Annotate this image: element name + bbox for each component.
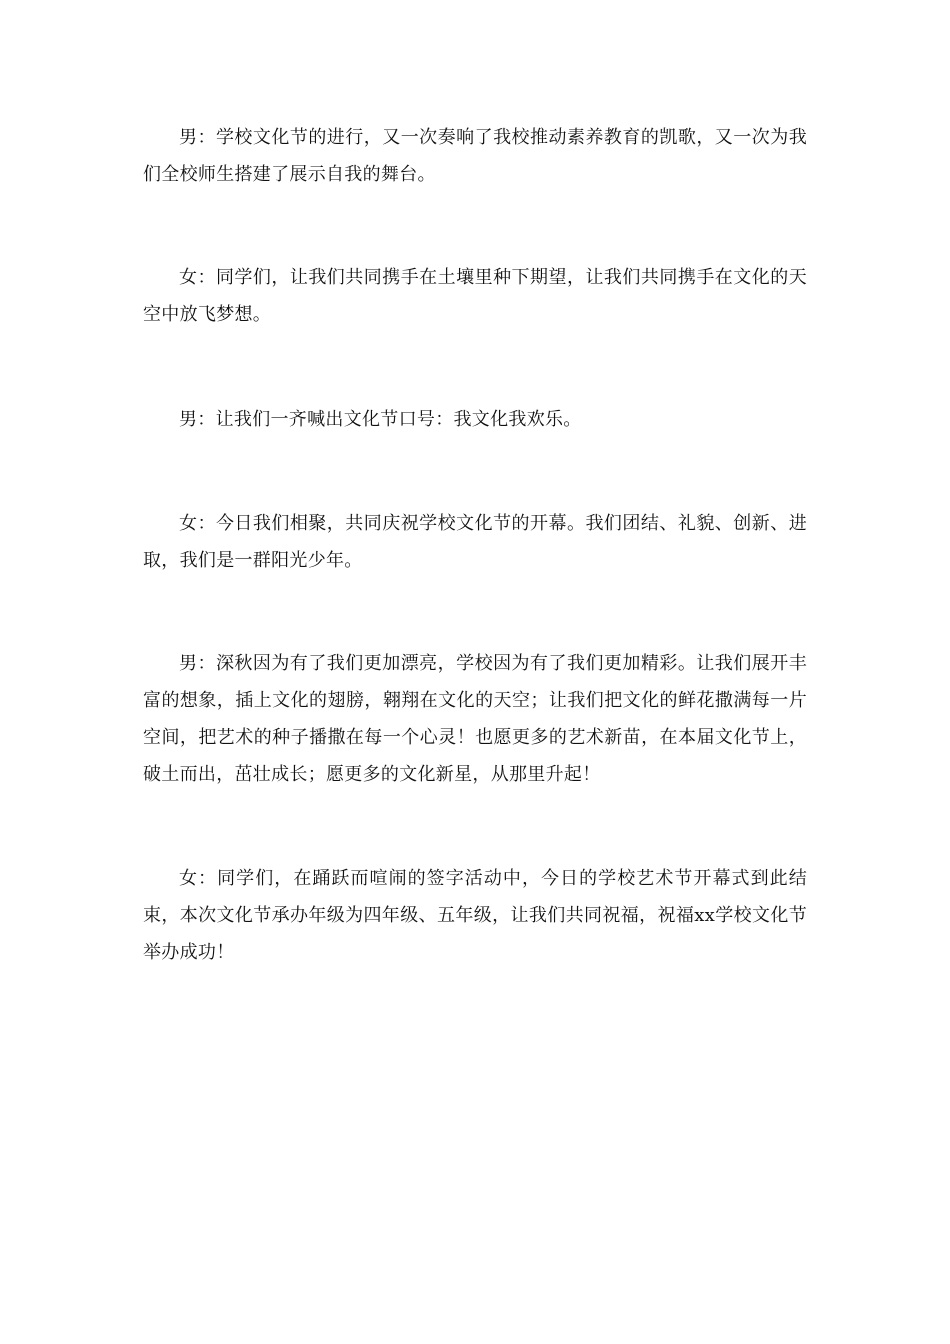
- paragraph-male-1: 男：学校文化节的进行，又一次奏响了我校推动素养教育的凯歌，又一次为我们全校师生搭建了展示自我的舞台。: [143, 127, 807, 185]
- paragraph-female-2: 女：今日我们相聚，共同庆祝学校文化节的开幕。我们团结、礼貌、创新、进取，我们是一群阳光少年。: [143, 513, 807, 571]
- paragraph-male-3: 男：深秋因为有了我们更加漂亮，学校因为有了我们更加精彩。让我们展开丰富的想象，插上文化的翅膀，翱翔在文化的天空；让我们把文化的鲜花撒满每一片空间，把艺术的种子播撒在每一个心灵！也愿更多的艺术新苗，在本届文化节上，破土而出，茁壮成长；愿更多的文化新星，从那里升起！: [143, 653, 807, 785]
- paragraph-female-1: 女：同学们，让我们共同携手在土壤里种下期望，让我们共同携手在文化的天空中放飞梦想。: [143, 267, 807, 325]
- paragraph-female-3: 女：同学们，在踊跃而喧闹的签字活动中，今日的学校艺术节开幕式到此结束，本次文化节承办年级为四年级、五年级，让我们共同祝福，祝福xx学校文化节举办成功！: [143, 868, 807, 963]
- paragraph-male-2: 男：让我们一齐喊出文化节口号：我文化我欢乐。: [179, 409, 582, 430]
